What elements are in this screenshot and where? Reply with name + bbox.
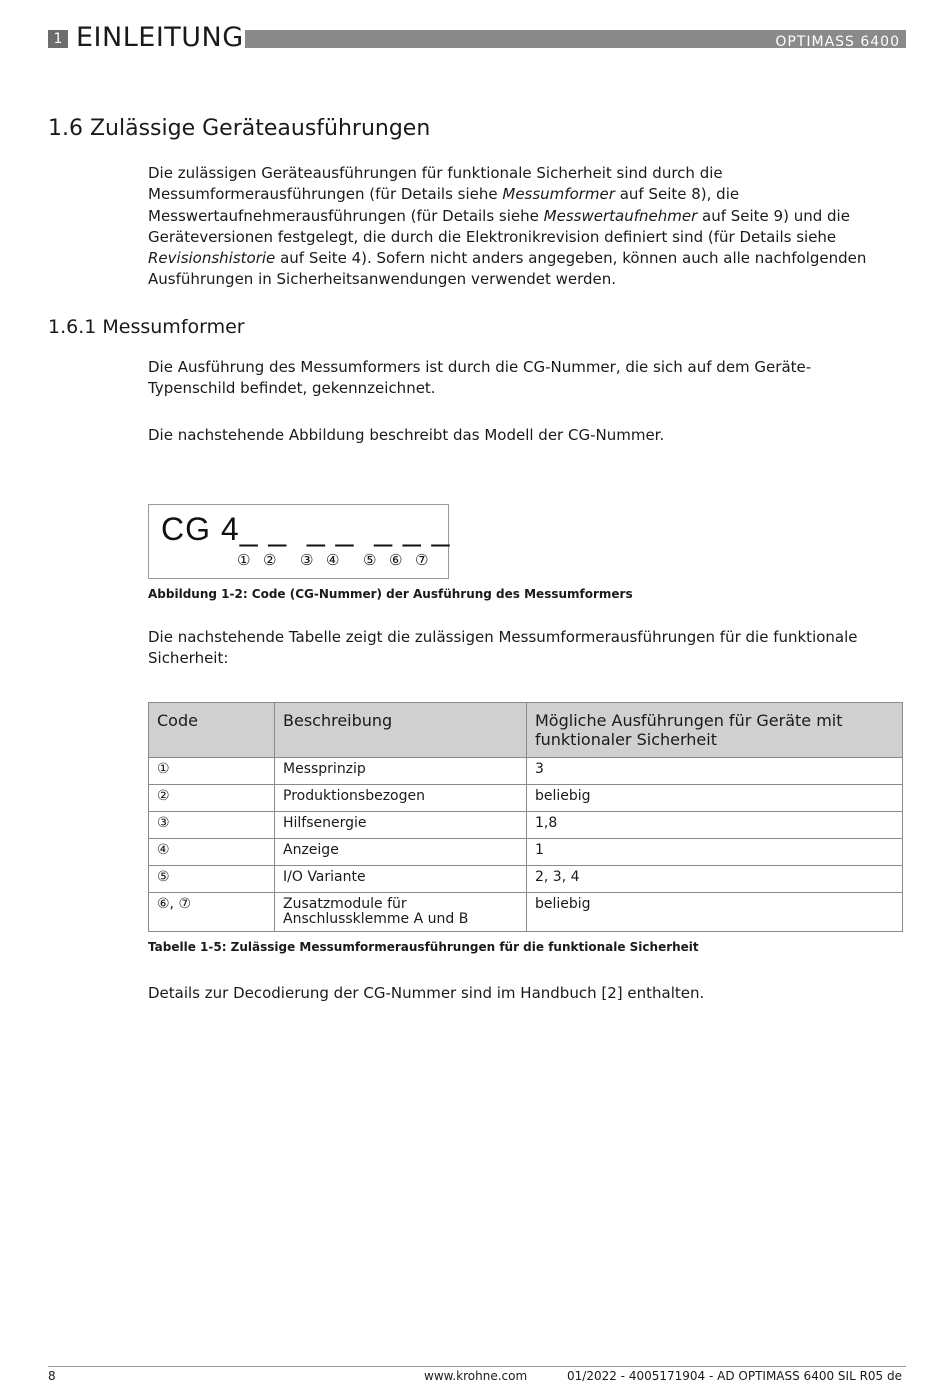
- variant-table: [148, 702, 903, 932]
- intro-text-3: auf Seite 9) und die Geräteversionen festgelegt, die durch die Elektronikrevision definiert sind (für Details siehe: [148, 206, 850, 246]
- table-cell-description: Anzeige: [275, 839, 527, 866]
- table-row: [149, 785, 903, 812]
- table-caption: Tabelle 1-5: Zulässige Messumformerausführungen für die funktionale Sicherheit: [148, 940, 699, 954]
- intro-link-messwertaufnehmer[interactable]: Messwertaufnehmer: [543, 206, 698, 225]
- subsection-paragraph-2: Die nachstehende Abbildung beschreibt das Modell der CG-Nummer.: [148, 426, 665, 444]
- table-header-options: Mögliche Ausführungen für Geräte mit funktionaler Sicherheit: [527, 703, 903, 758]
- footer-page-number: 8: [48, 1369, 56, 1383]
- cg-digit-2: ②: [263, 551, 277, 569]
- chapter-number-badge: 1: [48, 30, 68, 48]
- header-bar: [245, 30, 906, 48]
- table-cell-code: ②: [149, 785, 275, 812]
- table-cell-code: ①: [149, 758, 275, 785]
- table-row: [149, 839, 903, 866]
- intro-text-1: Die zulässigen Geräteausführungen für funktionale Sicherheit sind durch die Messumformerausführungen (für Details siehe: [148, 164, 723, 204]
- cg-code-text: CG 4_ _ _ _ _ _ _: [161, 511, 451, 547]
- subsection-heading: 1.6.1 Messumformer: [48, 316, 245, 338]
- cg-number-figure: [148, 504, 449, 579]
- table-cell-description: I/O Variante: [275, 866, 527, 893]
- intro-text-2: auf Seite 8), die Messwertaufnehmerausführungen (für Details siehe: [148, 185, 740, 225]
- footer-website-link[interactable]: www.krohne.com: [424, 1369, 528, 1383]
- footer-document-reference: 01/2022 - 4005171904 - AD OPTIMASS 6400 SIL R05 de: [567, 1369, 902, 1383]
- cg-digit-6: ⑥: [389, 551, 403, 569]
- page-header: [48, 22, 906, 53]
- table-row: [149, 866, 903, 893]
- section-heading: 1.6 Zulässige Geräteausführungen: [48, 116, 431, 141]
- table-cell-description: Hilfsenergie: [275, 812, 527, 839]
- table-cell-options: beliebig: [527, 893, 903, 932]
- cg-digit-3: ③: [300, 551, 314, 569]
- table-cell-options: beliebig: [527, 785, 903, 812]
- table-cell-options: 3: [527, 758, 903, 785]
- table-row: [149, 758, 903, 785]
- intro-link-messumformer[interactable]: Messumformer: [502, 185, 615, 204]
- figure-caption: Abbildung 1-2: Code (CG-Nummer) der Ausführung des Messumformers: [148, 587, 633, 601]
- cg-digit-5: ⑤: [363, 551, 377, 569]
- subsection-paragraph-4: Details zur Decodierung der CG-Nummer sind im Handbuch [2] enthalten.: [148, 984, 705, 1002]
- table-cell-options: 1: [527, 839, 903, 866]
- table-cell-code: ③: [149, 812, 275, 839]
- table-header-description: Beschreibung: [275, 703, 527, 758]
- table-cell-options: 2, 3, 4: [527, 866, 903, 893]
- footer-divider: [48, 1366, 906, 1367]
- intro-text-4: auf Seite 4). Sofern nicht anders angegeben, können auch alle nachfolgenden Ausführungen in Sicherheitsanwendungen verwendet werden.: [148, 249, 867, 289]
- table-cell-description: Produktionsbezogen: [275, 785, 527, 812]
- subsection-paragraph-3: Die nachstehende Tabelle zeigt die zulässigen Messumformerausführungen für die funktionale Sicherheit:: [148, 628, 858, 668]
- table-header-code: Code: [149, 703, 275, 758]
- cg-digit-7: ⑦: [415, 551, 429, 569]
- cg-digit-1: ①: [237, 551, 251, 569]
- table-row: [149, 893, 903, 932]
- table-row: [149, 812, 903, 839]
- subsection-paragraph-1: Die Ausführung des Messumformers ist durch die CG-Nummer, die sich auf dem Geräte-Typenschild befindet, gekennzeichnet.: [148, 358, 812, 398]
- product-name: OPTIMASS 6400: [775, 34, 900, 50]
- table-cell-description: Zusatzmodule für Anschlussklemme A und B: [275, 893, 527, 932]
- table-cell-options: 1,8: [527, 812, 903, 839]
- cg-digit-4: ④: [326, 551, 340, 569]
- table-cell-description: Messprinzip: [275, 758, 527, 785]
- table-cell-code: ⑥, ⑦: [149, 893, 275, 932]
- table-cell-code: ⑤: [149, 866, 275, 893]
- chapter-title: EINLEITUNG: [76, 22, 244, 53]
- section-intro-paragraph: [148, 163, 908, 291]
- intro-link-revisionshistorie[interactable]: Revisionshistorie: [148, 249, 276, 268]
- table-header-row: [149, 703, 903, 758]
- table-cell-code: ④: [149, 839, 275, 866]
